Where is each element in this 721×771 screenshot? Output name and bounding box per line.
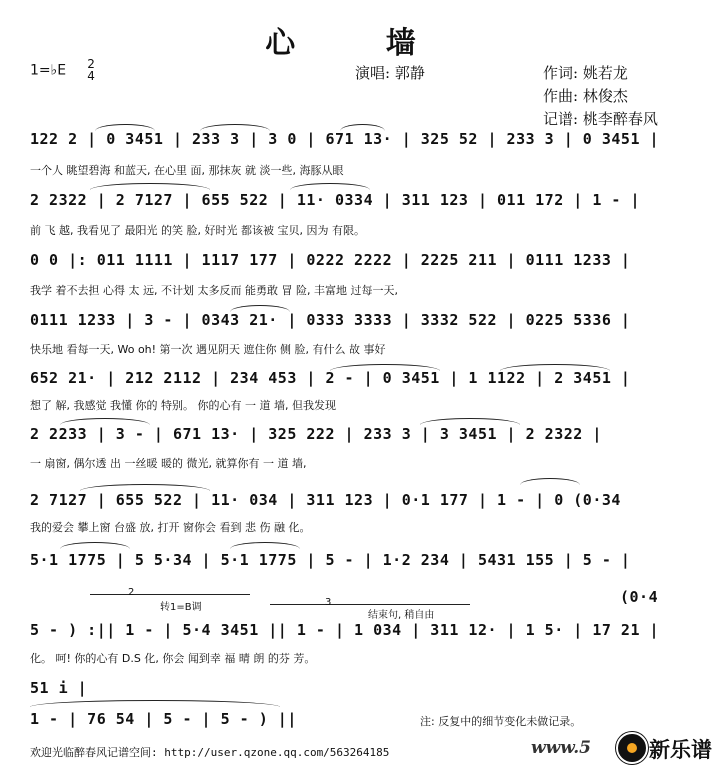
- site-logo: [521, 728, 721, 771]
- score-row-9-lyrics: 化。 呵! 你的心有 D.S 化, 你会 闻到幸 福 晴 朗 的芬 芳。: [30, 652, 316, 665]
- logo-brand-text: 新乐谱: [649, 738, 712, 762]
- pickup-notes: (0·4: [620, 588, 659, 606]
- time-signature-top: 2: [87, 57, 95, 71]
- score-row-1-notes: 122 2 | 0 3451 | 233 3 | 3 0 | 671 13· | 325 52 | 233 3 | 0 3451 |: [30, 130, 660, 148]
- key-signature-block: [30, 58, 95, 82]
- time-signature-bottom: 4: [87, 69, 95, 83]
- transcriber-credit: 记谱: 桃李醉春风: [543, 110, 658, 128]
- song-title: 心 墙: [265, 26, 456, 61]
- score-row-5-lyrics: 想了 解, 我感觉 我懂 你的 特别。 你的心有 一 道 墙, 但我发现: [30, 399, 336, 412]
- score-row-6-lyrics: 一 扇窗, 偶尔透 出 一丝暖 暖的 微光, 就算你有 一 道 墙,: [30, 457, 307, 470]
- singer-credit: 演唱: 郭静: [355, 64, 425, 82]
- composer-credit: 作曲: 林俊杰: [543, 87, 628, 105]
- score-row-7-lyrics: 我的爱会 攀上窗 台盛 放, 打开 窗你会 看到 悲 伤 融 化。: [30, 521, 311, 534]
- disc-icon: [616, 732, 648, 764]
- lyricist-credit: 作词: 姚若龙: [543, 64, 628, 82]
- score-row-10-notes: 51 i |: [30, 679, 88, 697]
- score-row-9-notes: 5 - ) :|| 1 - | 5·4 3451 || 1 - | 1 034 | 311 12· | 1 5· | 17 21 |: [30, 621, 660, 639]
- score-row-2-notes: 2 2322 | 2 7127 | 655 522 | 11· 0334 | 311 123 | 011 172 | 1 - |: [30, 191, 640, 209]
- modulation-note: 转1=B调: [160, 602, 202, 613]
- score-row-8-notes: 5·1 1775 | 5 5·34 | 5·1 1775 | 5 - | 1·2 234 | 5431 155 | 5 - |: [30, 551, 631, 569]
- score-row-6-notes: 2 2233 | 3 - | 671 13· | 325 222 | 233 3 | 3 3451 | 2 2322 |: [30, 425, 602, 443]
- score-row-3-notes: 0 0 |: 011 1111 | 1117 177 | 0222 2222 | 2225 211 | 0111 1233 |: [30, 251, 631, 269]
- key-signature: 1=♭E: [30, 62, 67, 79]
- score-row-4-lyrics: 快乐地 看每一天, Wo oh! 第一次 遇见阴天 遮住你 侧 脸, 有什么 故 事好: [30, 343, 386, 356]
- time-signature: [87, 58, 95, 82]
- footer-welcome: 欢迎光临醉春风记谱空间: http://user.qzone.qq.com/563264185: [30, 746, 390, 759]
- ending-number-3: 3: [325, 597, 332, 608]
- logo-www-text: www.5: [531, 738, 591, 758]
- score-row-11-notes: 1 - | 76 54 | 5 - | 5 - ) ||: [30, 710, 297, 728]
- score-row-2-lyrics: 前 飞 越, 我看见了 最阳光 的笑 脸, 好时光 都该被 宝贝, 因为 有限。: [30, 224, 365, 237]
- score-row-3-lyrics: 我学 着不去担 心得 太 远, 不计划 太多反而 能勇敢 冒 险, 丰富地 过每一天,: [30, 284, 398, 297]
- score-row-7-notes: 2 7127 | 655 522 | 11· 034 | 311 123 | 0·1 177 | 1 - | 0 (0·34: [30, 491, 621, 509]
- ending-number-2: 2: [128, 587, 135, 598]
- transcription-note: 注: 反复中的细节变化未做记录。: [420, 715, 582, 728]
- score-row-5-notes: 652 21· | 212 2112 | 234 453 | 2 - | 0 3451 | 1 1122 | 2 3451 |: [30, 369, 631, 387]
- ending-note: 结束句, 稍自由: [368, 610, 435, 621]
- score-row-1-lyrics: 一个人 眺望碧海 和蓝天, 在心里 面, 那抹灰 就 淡一些, 海豚从眼: [30, 164, 344, 177]
- score-row-4-notes: 0111 1233 | 3 - | 0343 21· | 0333 3333 | 3332 522 | 0225 5336 |: [30, 311, 631, 329]
